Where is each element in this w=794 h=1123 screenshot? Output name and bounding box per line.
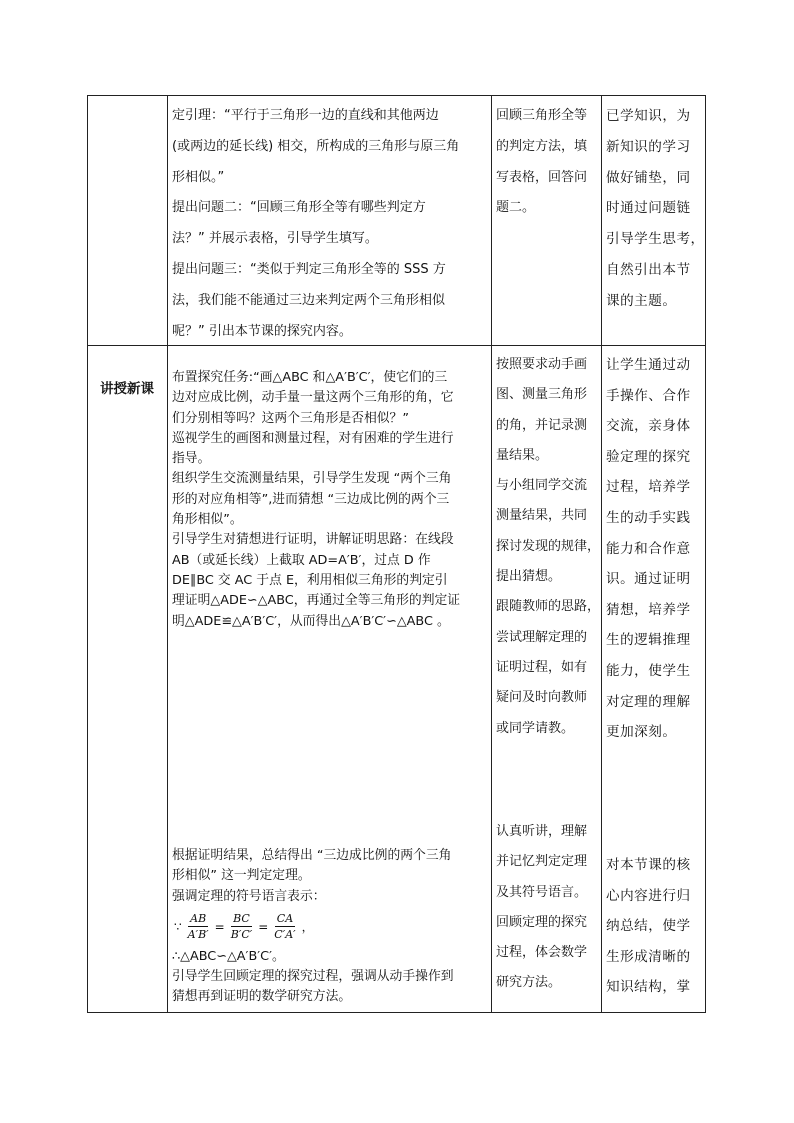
because-symbol: ∵ xyxy=(174,919,182,934)
text-line: AB（或延长线）上截取 AD=A′B′，过点 D 作 xyxy=(172,552,431,568)
text-line: 过程，培养学 xyxy=(606,479,691,496)
column-divider-1 xyxy=(167,95,168,1013)
text-line: 巡视学生的画图和测量过程，对有困难的学生进行 xyxy=(172,430,454,446)
lesson-plan-table xyxy=(87,95,706,1013)
table-border-right xyxy=(705,95,706,1013)
text-line: (或两边的延长线) 相交，所构成的三角形与原三角 xyxy=(172,138,460,154)
text-line: 形相似。” xyxy=(172,169,225,185)
text-line: 能力，使学生 xyxy=(606,662,691,679)
text-line: 根据证明结果，总结得出 “三边成比例的两个三角 xyxy=(172,848,452,863)
text-line: 理证明△ADE∽△ABC，再通过全等三角形的判定证 xyxy=(172,593,461,609)
comma: ， xyxy=(301,919,314,934)
text-line: 交流，亲身体 xyxy=(606,418,691,435)
text-line: 法？” 并展示表格，引导学生填写。 xyxy=(172,231,378,247)
row2-teacher-activity-a xyxy=(172,368,492,632)
text-line: 按照要求动手画 xyxy=(496,357,588,372)
text-line: DE∥BC 交 AC 于点 E，利用相似三角形的判定引 xyxy=(172,572,448,588)
text-line: ∴△ABC∽△A′B′C′。 xyxy=(172,948,285,964)
fraction-denominator: C′A′ xyxy=(274,928,296,942)
text-line: 研究方法。 xyxy=(496,975,562,991)
text-line: 指导。 xyxy=(172,451,211,467)
text-line: 疑问及时向教师 xyxy=(496,690,588,706)
text-line: 生的逻辑推理 xyxy=(606,632,691,649)
text-line: 提出问题二：“回顾三角形全等有哪些判定方 xyxy=(172,200,426,216)
text-line: 回顾定理的探究 xyxy=(496,914,588,930)
text-line: 让学生通过动 xyxy=(606,357,691,373)
text-line: 提出猜想。 xyxy=(496,569,562,585)
text-line: 猜想再到证明的数学研究方法。 xyxy=(172,989,352,1005)
text-line: 课的主题。 xyxy=(606,292,677,309)
text-line: 知识结构，掌 xyxy=(606,979,691,996)
text-line: 及其符号语言。 xyxy=(496,884,588,900)
text-line: 时通过问题链 xyxy=(606,200,691,217)
text-line: 量结果。 xyxy=(496,447,549,463)
text-line: 做好铺垫，同 xyxy=(606,169,691,186)
text-line: 布置探究任务:“画△ABC 和△A′B′C′，使它们的三 xyxy=(172,370,448,385)
row1-teacher-activity xyxy=(172,101,492,347)
text-line: 的判定方法，填 xyxy=(496,138,588,154)
text-line: 尝试理解定理的 xyxy=(496,629,588,645)
row1-student-activity xyxy=(496,101,601,224)
theorem-formula xyxy=(172,907,492,947)
section-label: 讲授新课 xyxy=(100,381,154,397)
text-line: 引导学生回顾定理的探究过程，强调从动手操作到 xyxy=(172,969,454,985)
text-line: 定引理：“平行于三角形一边的直线和其他两边 xyxy=(172,108,439,123)
text-line: 组织学生交流测量结果，引导学生发现 “两个三角 xyxy=(172,471,452,487)
fraction-numerator: CA xyxy=(276,912,294,926)
fraction-denominator: A′B′ xyxy=(187,928,209,942)
text-line: 过程，体会数学 xyxy=(496,945,588,961)
row1-design-intent xyxy=(606,101,705,317)
text-line: 验定理的探究 xyxy=(606,448,691,465)
text-line: 图、测量三角形 xyxy=(496,387,588,403)
text-line: 并记忆判定定理 xyxy=(496,854,588,870)
text-line: 提出问题三：“类似于判定三角形全等的 SSS 方 xyxy=(172,261,446,277)
text-line: 测量结果，共同 xyxy=(496,508,588,524)
text-line: 心内容进行归 xyxy=(606,887,691,904)
text-line: 与小组同学交流 xyxy=(496,478,588,494)
text-line: 识。通过证明 xyxy=(606,571,691,588)
text-line: 回顾三角形全等 xyxy=(496,108,588,123)
text-line: 们分别相等吗？这两个三角形是否相似？” xyxy=(172,410,409,426)
text-line: 法，我们能不能通过三边来判定两个三角形相似 xyxy=(172,292,446,308)
text-line: 引导学生思考， xyxy=(606,231,705,248)
text-line: 的角，并记录测 xyxy=(496,417,588,433)
fraction-ca xyxy=(272,911,297,942)
text-line: 认真听讲，理解 xyxy=(496,824,588,839)
text-line: 新知识的学习 xyxy=(606,138,691,155)
text-line: 写表格，回答问 xyxy=(496,169,588,185)
text-line: 强调定理的符号语言表示： xyxy=(172,888,326,904)
row2-student-activity-b xyxy=(496,817,601,999)
text-line: 证明过程，如有 xyxy=(496,659,588,675)
text-line: 形相似” 这一判定定理。 xyxy=(172,868,311,884)
text-line: 边对应成比例，动手量一量这两个三角形的角，它 xyxy=(172,390,454,406)
text-line: 生形成清晰的 xyxy=(606,948,691,965)
text-line: 形的对应角相等”,进而猜想 “三边成比例的两个三 xyxy=(172,491,450,507)
column-divider-3 xyxy=(601,95,602,1013)
fraction-bc xyxy=(229,911,255,942)
text-line: 对定理的理解 xyxy=(606,693,691,710)
text-line: 生的动手实践 xyxy=(606,509,691,526)
row2-student-activity-a xyxy=(496,350,601,744)
text-line: 更加深刻。 xyxy=(606,724,677,741)
text-line: 引导学生对猜想进行证明，讲解证明思路：在线段 xyxy=(172,532,454,548)
text-line: 题二。 xyxy=(496,200,536,216)
row2-design-intent-a xyxy=(606,350,702,748)
equals-sign: = xyxy=(214,919,225,934)
text-line: 猜想，培养学 xyxy=(606,601,691,618)
text-line: 明△ADE≌△A′B′C′，从而得出△A′B′C′∽△ABC 。 xyxy=(172,613,450,629)
text-line: 或同学请教。 xyxy=(496,720,575,736)
text-line: 对本节课的核 xyxy=(606,857,691,873)
text-line: 探讨发现的规律， xyxy=(496,538,601,554)
table-border-bottom xyxy=(87,1012,706,1013)
text-line: 跟随教师的思路， xyxy=(496,599,601,615)
text-line: 已学知识，为 xyxy=(606,108,691,124)
table-border-top xyxy=(87,95,706,96)
fraction-ab xyxy=(186,911,211,942)
text-line: 自然引出本节 xyxy=(606,261,691,278)
text-line: 呢？” 引出本节课的探究内容。 xyxy=(172,323,352,339)
text-line: 手操作、合作 xyxy=(606,387,691,404)
table-border-left xyxy=(87,95,88,1013)
text-line: 能力和合作意 xyxy=(606,540,691,557)
fraction-numerator: AB xyxy=(190,912,207,926)
row2-design-intent-b xyxy=(606,850,702,1003)
row2-teacher-activity-b xyxy=(172,846,492,1008)
text-line: 角形相似”。 xyxy=(172,512,243,528)
equals-sign: = xyxy=(258,919,269,934)
fraction-denominator: B′C′ xyxy=(230,928,253,942)
fraction-numerator: BC xyxy=(233,912,250,926)
text-line: 纳总结，使学 xyxy=(606,918,691,935)
